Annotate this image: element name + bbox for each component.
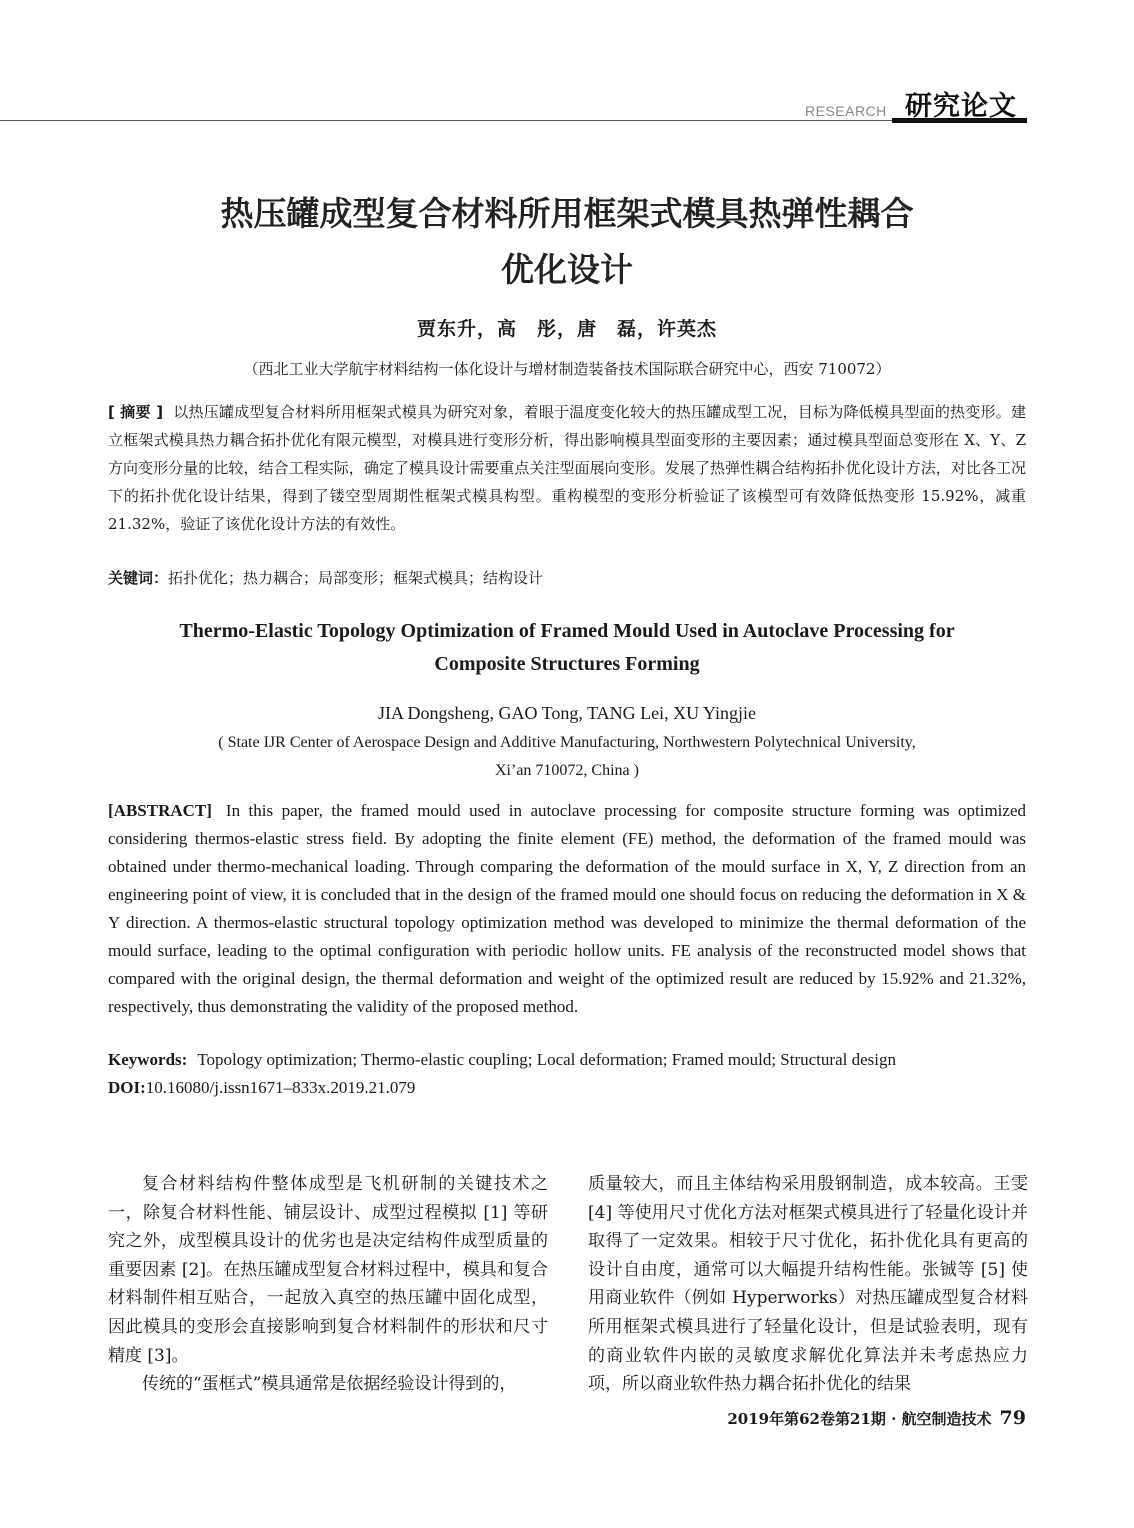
title-cn-line1: 热压罐成型复合材料所用框架式模具热弹性耦合 bbox=[220, 194, 914, 233]
body-paragraph: 质量较大，而且主体结构采用殷钢制造，成本较高。王雯 [4] 等使用尺寸优化方法对框架式模具进行了轻量化设计并取得了一定效果。相较于尺寸优化，拓扑优化具有更高的设计自由度，通常可以大幅提升结构性能。张铖等 [5] 使用商业软件（例如 Hyperworks）对热压罐成型复合材料所用框架式模具进行了轻量化设计，但是试验表明，现有的商业软件内嵌的灵敏度求解优化算法并未考虑热应力项，所以商业软件热力耦合拓扑优化的结果 bbox=[588, 1174, 1028, 1395]
abstract-cn-label: [ 摘要 ] bbox=[108, 403, 164, 421]
keywords-cn-text: 拓扑优化；热力耦合；局部变形；框架式模具；结构设计 bbox=[168, 569, 544, 587]
page-number: 79 bbox=[999, 1407, 1026, 1429]
affiliation-cn: （西北工业大学航宇材料结构一体化设计与增材制造装备技术国际联合研究中心，西安 710072） bbox=[243, 360, 891, 378]
keywords-cn bbox=[108, 564, 1026, 592]
doi bbox=[108, 1074, 1026, 1102]
section-label-cn: 研究论文 bbox=[905, 91, 1017, 122]
doi-label: DOI: bbox=[108, 1078, 146, 1097]
abstract-cn bbox=[108, 398, 1026, 538]
title-cn-line2: 优化设计 bbox=[501, 250, 633, 289]
keywords-en bbox=[108, 1046, 1026, 1074]
abstract-en-text: In this paper, the framed mould used in autoclave processing for composite structure forming was optimized considering thermos-elastic stress field. By adopting the finite element (FE) method, the deformation of the framed mould was obtained under thermo-mechanical loading. Through comparing the deformation of the mould surface in X, Y, Z direction from an engineering point of view, it is concluded that in the design of the framed mould one should focus on reducing the deformation in X & Y direction. A thermos-elastic structural topology optimization method was developed to minimize the thermal deformation of the mould surface, leading to the optimal configuration with periodic hollow units. FE analysis of the reconstructed model shows that compared with the original design, the thermal deformation and weight of the optimized result are reduced by 15.92% and 21.32%, respectively, thus demonstrating the validity of the proposed method. bbox=[108, 801, 1026, 1016]
header-rule bbox=[0, 120, 892, 121]
body-column-left bbox=[108, 1170, 548, 1399]
affiliation-en-line1: ( State IJR Center of Aerospace Design and Additive Manufacturing, Northwestern Polytechnical University, bbox=[218, 734, 916, 751]
page-footer bbox=[727, 1407, 1026, 1429]
abstract-cn-text: 以热压罐成型复合材料所用框架式模具为研究对象，着眼于温度变化较大的热压罐成型工况，目标为降低模具型面的热变形。建立框架式模具热力耦合拓扑优化有限元模型，对模具进行变形分析，得出影响模具型面变形的主要因素；通过模具型面总变形在 X、Y、Z 方向变形分量的比较，结合工程实际，确定了模具设计需要重点关注型面展向变形。发展了热弹性耦合结构拓扑优化设计方法，对比各工况下的拓扑优化设计结果，得到了镂空型周期性框架式模具构型。重构模型的变形分析验证了该模型可有效降低热变形 15.92%，减重 21.32%，验证了该优化设计方法的有效性。 bbox=[108, 403, 1026, 533]
doi-link[interactable]: 10.16080/j.issn1671–833x.2019.21.079 bbox=[145, 1078, 416, 1097]
journal-info: 2019年第62卷第21期 · 航空制造技术 bbox=[727, 1410, 992, 1428]
abstract-en-label: [ABSTRACT] bbox=[108, 801, 212, 820]
affiliation-en-line2: Xi’an 710072, China ) bbox=[495, 762, 639, 779]
keywords-en-text: Topology optimization; Thermo-elastic coupling; Local deformation; Framed mould; Structural design bbox=[197, 1050, 896, 1069]
body-column-right bbox=[588, 1170, 1028, 1399]
body-paragraph: 传统的“蛋框式”模具通常是依据经验设计得到的， bbox=[142, 1374, 517, 1395]
authors-cn: 贾东升，高 彤，唐 磊，许英杰 bbox=[416, 318, 717, 340]
title-en-line2: Composite Structures Forming bbox=[434, 653, 700, 675]
body-paragraph: 复合材料结构件整体成型是飞机研制的关键技术之一，除复合材料性能、铺层设计、成型过程模拟 [1] 等研究之外，成型模具设计的优劣也是决定结构件成型质量的重要因素 [2]。在热压罐成型复合材料过程中，模具和复合材料制件相互贴合，一起放入真空的热压罐中固化成型，因此模具的变形会直接影响到复合材料制件的形状和尺寸精度 [3]。 bbox=[108, 1174, 548, 1366]
keywords-en-label: Keywords: bbox=[108, 1050, 188, 1069]
title-en-line1: Thermo-Elastic Topology Optimization of Framed Mould Used in Autoclave Processing for bbox=[179, 620, 955, 642]
authors-en: JIA Dongsheng, GAO Tong, TANG Lei, XU Yingjie bbox=[378, 703, 756, 723]
keywords-cn-label: 关键词： bbox=[108, 569, 169, 587]
abstract-en bbox=[108, 797, 1026, 1021]
section-label-en: RESEARCH bbox=[805, 103, 887, 119]
